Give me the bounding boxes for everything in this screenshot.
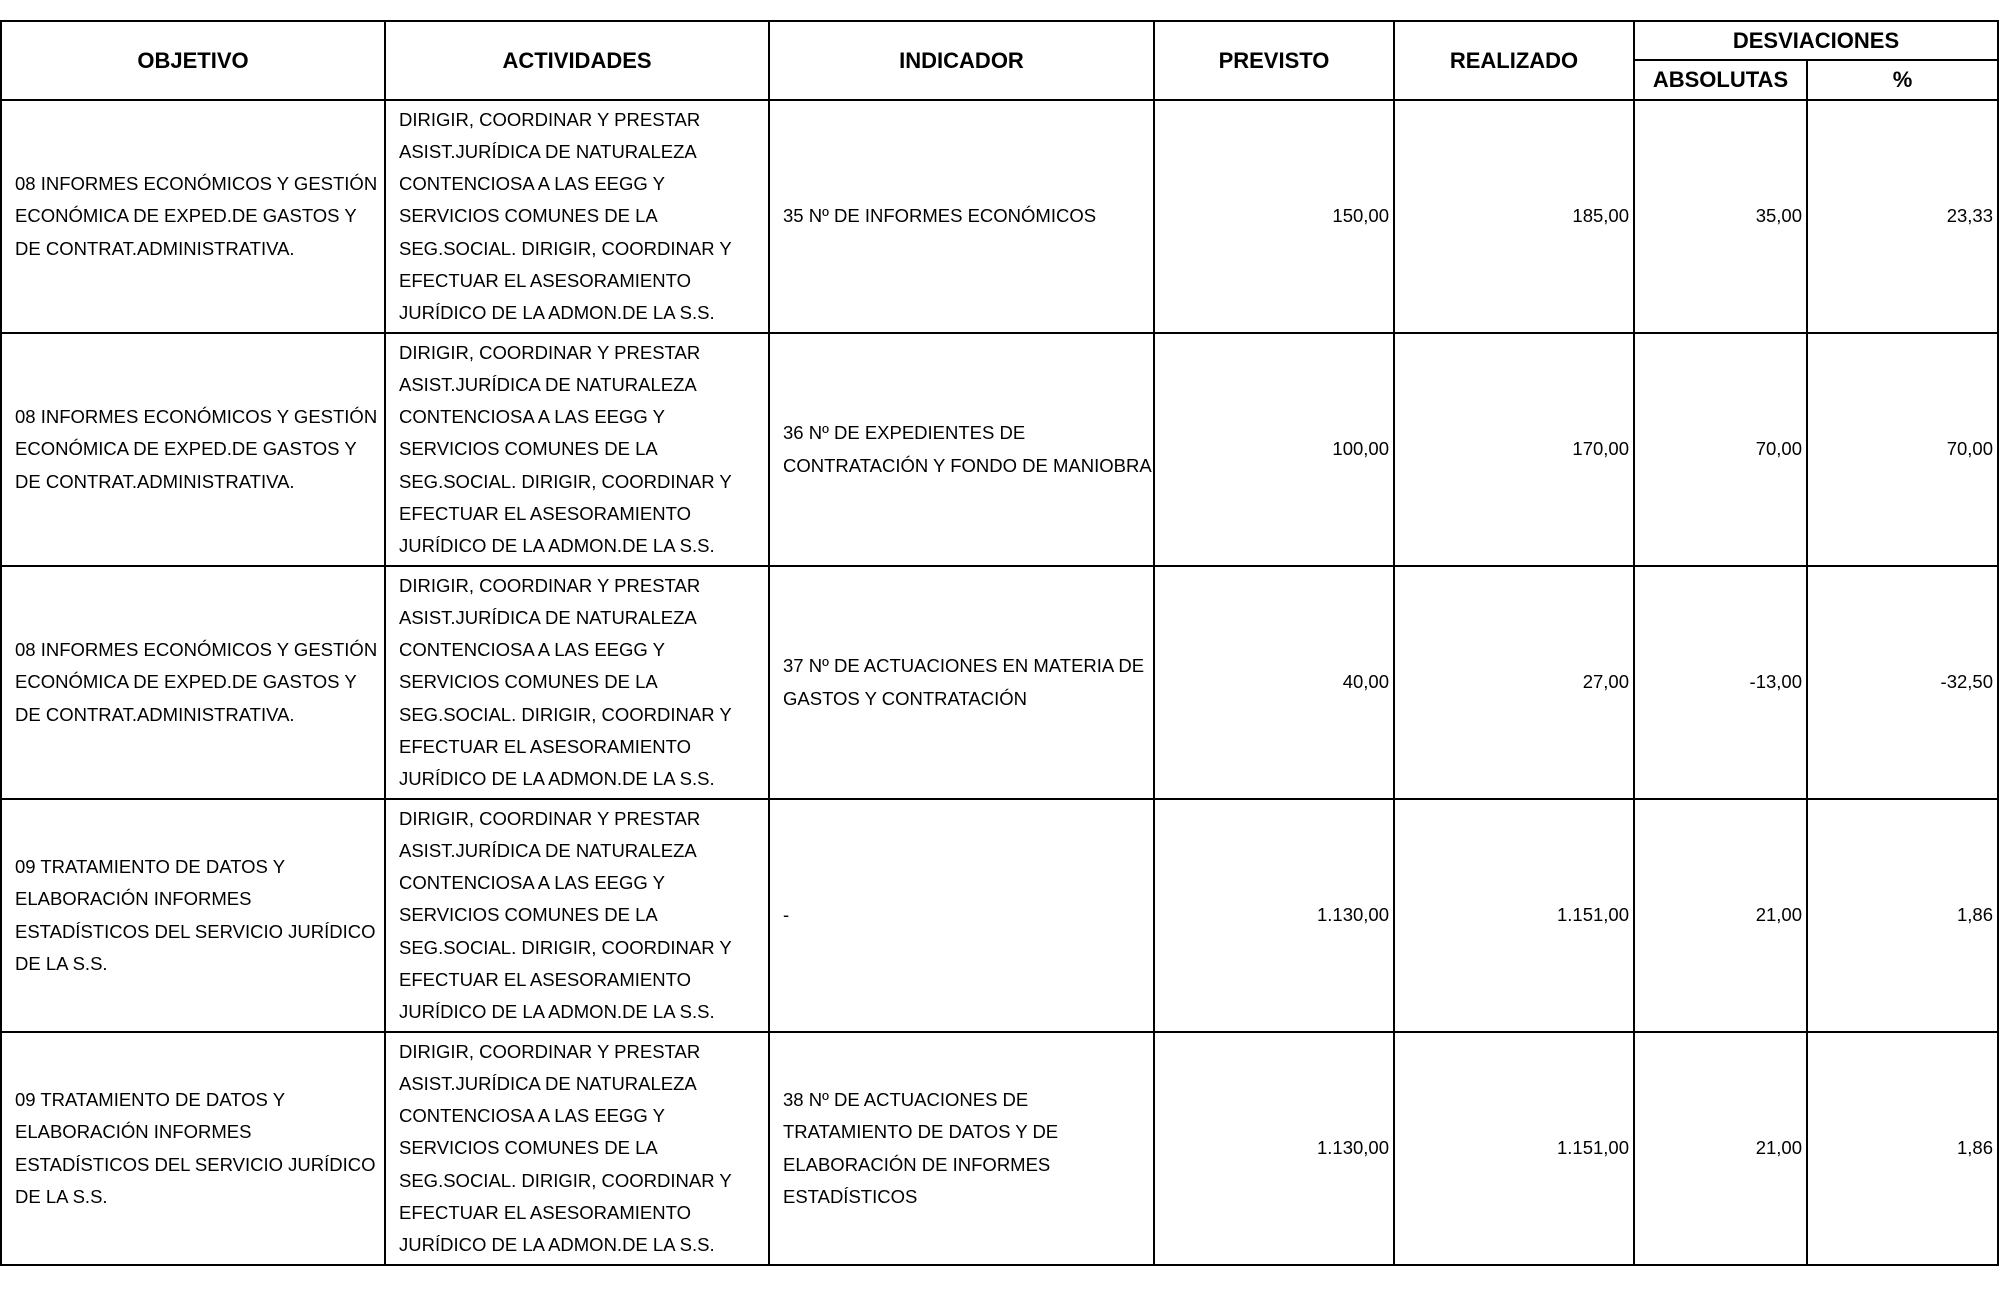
- cell-actividades-line: JURÍDICO DE LA ADMON.DE LA S.S.: [399, 1234, 715, 1255]
- cell-objetivo-line: DE CONTRAT.ADMINISTRATIVA.: [15, 237, 295, 259]
- cell-actividades-line: JURÍDICO DE LA ADMON.DE LA S.S.: [399, 1001, 715, 1022]
- cell-objetivo-line: DE CONTRAT.ADMINISTRATIVA.: [15, 470, 295, 492]
- cell-actividades-line: JURÍDICO DE LA ADMON.DE LA S.S.: [399, 535, 715, 556]
- header-previsto: PREVISTO: [1154, 21, 1394, 100]
- cell-actividades: [385, 1032, 769, 1265]
- cell-previsto: 1.130,00: [1154, 799, 1394, 1032]
- cell-objetivo-line: ECONÓMICA DE EXPED.DE GASTOS Y: [15, 205, 357, 227]
- cell-indicador: [769, 100, 1154, 333]
- cell-desviacion-porcentaje: -32,50: [1807, 566, 1998, 799]
- cell-actividades-line: ASIST.JURÍDICA DE NATURALEZA: [399, 373, 697, 395]
- cell-previsto: 40,00: [1154, 566, 1394, 799]
- cell-realizado: 185,00: [1394, 100, 1634, 333]
- cell-indicador-line: TRATAMIENTO DE DATOS Y DE: [783, 1121, 1059, 1143]
- objectives-table: [0, 20, 1999, 1266]
- table-row: [1, 799, 1998, 1032]
- header-indicador: INDICADOR: [769, 21, 1154, 100]
- cell-actividades-line: JURÍDICO DE LA ADMON.DE LA S.S.: [399, 302, 715, 323]
- cell-objetivo: [1, 799, 385, 1032]
- cell-desviacion-absoluta: 35,00: [1634, 100, 1807, 333]
- cell-objetivo-line: DE LA S.S.: [15, 952, 108, 974]
- cell-actividades-line: JURÍDICO DE LA ADMON.DE LA S.S.: [399, 768, 715, 789]
- cell-indicador-line: 38 Nº DE ACTUACIONES DE: [783, 1089, 1029, 1111]
- table-header: [1, 21, 1998, 100]
- table-row: [1, 1032, 1998, 1265]
- cell-indicador-line: 37 Nº DE ACTUACIONES EN MATERIA DE: [783, 655, 1145, 677]
- cell-actividades-line: SERVICIOS COMUNES DE LA: [399, 1137, 658, 1159]
- cell-indicador-line: GASTOS Y CONTRATACIÓN: [783, 687, 1027, 709]
- header-desviaciones: DESVIACIONES: [1634, 21, 1998, 60]
- cell-indicador-line: 35 Nº DE INFORMES ECONÓMICOS: [783, 205, 1097, 227]
- cell-desviacion-absoluta: 70,00: [1634, 333, 1807, 566]
- cell-objetivo: [1, 333, 385, 566]
- cell-actividades-line: SEG.SOCIAL. DIRIGIR, COORDINAR Y: [399, 703, 732, 725]
- header-objetivo: OBJETIVO: [1, 21, 385, 100]
- cell-actividades-line: EFECTUAR EL ASESORAMIENTO: [399, 269, 691, 291]
- cell-actividades-line: SERVICIOS COMUNES DE LA: [399, 904, 658, 926]
- table-row: [1, 333, 1998, 566]
- table-row: [1, 566, 1998, 799]
- cell-indicador-line: CONTRATACIÓN Y FONDO DE MANIOBRA: [783, 454, 1152, 476]
- cell-actividades-line: CONTENCIOSA A LAS EEGG Y: [399, 872, 665, 894]
- cell-actividades-line: ASIST.JURÍDICA DE NATURALEZA: [399, 606, 697, 628]
- cell-previsto: 100,00: [1154, 333, 1394, 566]
- table-row: [1, 100, 1998, 333]
- cell-desviacion-porcentaje: 1,86: [1807, 799, 1998, 1032]
- cell-indicador: [769, 333, 1154, 566]
- header-porcentaje: %: [1807, 60, 1998, 100]
- cell-actividades-line: CONTENCIOSA A LAS EEGG Y: [399, 1105, 665, 1127]
- cell-actividades-line: SERVICIOS COMUNES DE LA: [399, 438, 658, 460]
- cell-previsto: 1.130,00: [1154, 1032, 1394, 1265]
- cell-objetivo: [1, 100, 385, 333]
- cell-indicador-line: ELABORACIÓN DE INFORMES: [783, 1153, 1051, 1175]
- cell-actividades-line: EFECTUAR EL ASESORAMIENTO: [399, 735, 691, 757]
- header-actividades: ACTIVIDADES: [385, 21, 769, 100]
- cell-objetivo-line: 09 TRATAMIENTO DE DATOS Y: [15, 1089, 286, 1111]
- cell-actividades: [385, 100, 769, 333]
- cell-indicador: [769, 799, 1154, 1032]
- header-absolutas: ABSOLUTAS: [1634, 60, 1807, 100]
- header-realizado: REALIZADO: [1394, 21, 1634, 100]
- cell-actividades-line: SEG.SOCIAL. DIRIGIR, COORDINAR Y: [399, 470, 732, 492]
- cell-desviacion-porcentaje: 1,86: [1807, 1032, 1998, 1265]
- cell-indicador-line: -: [783, 904, 790, 926]
- cell-objetivo-line: ELABORACIÓN INFORMES: [15, 1121, 252, 1143]
- cell-actividades-line: CONTENCIOSA A LAS EEGG Y: [399, 406, 665, 428]
- cell-actividades-line: DIRIGIR, COORDINAR Y PRESTAR: [399, 1040, 701, 1062]
- cell-objetivo-line: 08 INFORMES ECONÓMICOS Y GESTIÓN: [15, 173, 378, 195]
- cell-indicador: [769, 566, 1154, 799]
- cell-actividades-line: SERVICIOS COMUNES DE LA: [399, 205, 658, 227]
- table-body: [1, 100, 1998, 1265]
- cell-realizado: 1.151,00: [1394, 799, 1634, 1032]
- cell-desviacion-porcentaje: 70,00: [1807, 333, 1998, 566]
- cell-objetivo: [1, 1032, 385, 1265]
- cell-actividades-line: DIRIGIR, COORDINAR Y PRESTAR: [399, 807, 701, 829]
- cell-objetivo-line: 08 INFORMES ECONÓMICOS Y GESTIÓN: [15, 406, 378, 428]
- cell-objetivo-line: ESTADÍSTICOS DEL SERVICIO JURÍDICO: [15, 920, 376, 942]
- cell-actividades-line: DIRIGIR, COORDINAR Y PRESTAR: [399, 341, 701, 363]
- cell-desviacion-absoluta: 21,00: [1634, 1032, 1807, 1265]
- cell-actividades: [385, 333, 769, 566]
- cell-realizado: 27,00: [1394, 566, 1634, 799]
- cell-objetivo-line: DE LA S.S.: [15, 1185, 108, 1207]
- cell-actividades-line: SEG.SOCIAL. DIRIGIR, COORDINAR Y: [399, 1169, 732, 1191]
- cell-actividades: [385, 799, 769, 1032]
- cell-indicador: [769, 1032, 1154, 1265]
- cell-actividades-line: SERVICIOS COMUNES DE LA: [399, 671, 658, 693]
- cell-actividades-line: CONTENCIOSA A LAS EEGG Y: [399, 639, 665, 661]
- cell-actividades-line: SEG.SOCIAL. DIRIGIR, COORDINAR Y: [399, 936, 732, 958]
- cell-objetivo-line: 09 TRATAMIENTO DE DATOS Y: [15, 856, 286, 878]
- cell-objetivo-line: 08 INFORMES ECONÓMICOS Y GESTIÓN: [15, 639, 378, 661]
- cell-actividades-line: DIRIGIR, COORDINAR Y PRESTAR: [399, 108, 701, 130]
- cell-actividades-line: ASIST.JURÍDICA DE NATURALEZA: [399, 839, 697, 861]
- cell-objetivo-line: ELABORACIÓN INFORMES: [15, 888, 252, 910]
- cell-objetivo: [1, 566, 385, 799]
- cell-objetivo-line: DE CONTRAT.ADMINISTRATIVA.: [15, 703, 295, 725]
- cell-actividades-line: DIRIGIR, COORDINAR Y PRESTAR: [399, 574, 701, 596]
- cell-desviacion-porcentaje: 23,33: [1807, 100, 1998, 333]
- cell-realizado: 1.151,00: [1394, 1032, 1634, 1265]
- cell-objetivo-line: ESTADÍSTICOS DEL SERVICIO JURÍDICO: [15, 1153, 376, 1175]
- cell-objetivo-line: ECONÓMICA DE EXPED.DE GASTOS Y: [15, 671, 357, 693]
- cell-actividades-line: ASIST.JURÍDICA DE NATURALEZA: [399, 140, 697, 162]
- cell-actividades-line: ASIST.JURÍDICA DE NATURALEZA: [399, 1072, 697, 1094]
- cell-actividades-line: SEG.SOCIAL. DIRIGIR, COORDINAR Y: [399, 237, 732, 259]
- cell-actividades: [385, 566, 769, 799]
- cell-actividades-line: EFECTUAR EL ASESORAMIENTO: [399, 968, 691, 990]
- cell-previsto: 150,00: [1154, 100, 1394, 333]
- cell-indicador-line: 36 Nº DE EXPEDIENTES DE: [783, 422, 1026, 444]
- cell-realizado: 170,00: [1394, 333, 1634, 566]
- cell-actividades-line: CONTENCIOSA A LAS EEGG Y: [399, 173, 665, 195]
- cell-desviacion-absoluta: -13,00: [1634, 566, 1807, 799]
- cell-desviacion-absoluta: 21,00: [1634, 799, 1807, 1032]
- cell-indicador-line: ESTADÍSTICOS: [783, 1185, 918, 1207]
- cell-actividades-line: EFECTUAR EL ASESORAMIENTO: [399, 1201, 691, 1223]
- cell-objetivo-line: ECONÓMICA DE EXPED.DE GASTOS Y: [15, 438, 357, 460]
- cell-actividades-line: EFECTUAR EL ASESORAMIENTO: [399, 502, 691, 524]
